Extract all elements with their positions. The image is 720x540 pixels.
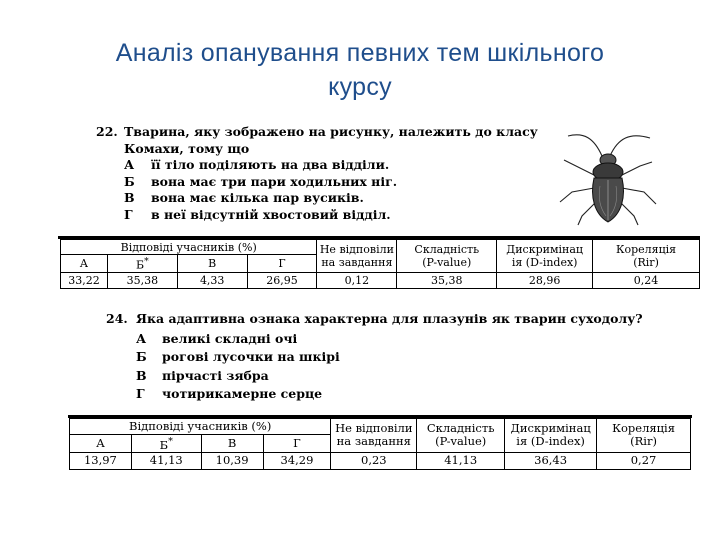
header-letter-correct [131, 435, 201, 453]
question-text-line-1: Яка адаптивна ознака характерна для плазунів як тварин суходолу? [136, 311, 643, 326]
header-difficulty-line-2: (P-value) [435, 434, 487, 449]
header-discrimination-line-1: Дискримінац [506, 242, 584, 256]
header-no-answer-line-1: Не відповіли [335, 421, 413, 436]
value-cell: 4,33 [177, 272, 247, 288]
header-letter: А [70, 435, 132, 453]
header-discrimination [497, 240, 593, 273]
header-letter: В [177, 255, 247, 273]
header-difficulty [417, 419, 505, 453]
header-discrimination-line-2: ія (D-index) [511, 255, 578, 269]
page-title-line-1: Аналіз опанування певних тем шкільного [115, 39, 605, 67]
value-cell: 35,38 [397, 272, 497, 288]
value-cell: 0,27 [597, 452, 691, 469]
option-text: чотирикамерне серце [162, 386, 323, 401]
table-group-header: Відповіді учасників (%) [70, 419, 331, 435]
header-correlation-line-1: Кореляція [612, 421, 675, 436]
value-cell: 33,22 [61, 272, 108, 288]
option-letter: Г [136, 386, 145, 401]
header-difficulty-line-1: Складність [414, 242, 480, 256]
option-text: рогові лусочки на шкірі [162, 349, 340, 364]
header-difficulty-line-1: Складність [426, 421, 495, 436]
value-cell: 10,39 [201, 452, 263, 469]
header-letter: Г [263, 435, 331, 453]
header-letter: Г [247, 255, 317, 273]
header-no-answer [317, 240, 397, 273]
value-cell: 26,95 [247, 272, 317, 288]
option-text: в неї відсутній хвостовий відділ. [151, 206, 391, 222]
correct-answer-mark: * [144, 256, 149, 267]
question-number: 24. [106, 311, 128, 326]
cockroach-illustration [554, 126, 664, 226]
table-row [70, 452, 691, 469]
stats-table-22 [60, 239, 700, 289]
page-title [0, 36, 720, 104]
header-difficulty-line-2: (P-value) [422, 255, 472, 269]
header-discrimination-line-1: Дискримінац [510, 421, 591, 436]
question-number: 22. [96, 124, 118, 139]
option-letter: Б [136, 349, 147, 364]
header-no-answer-line-2: на завдання [321, 255, 393, 269]
option-letter: Г [124, 206, 133, 222]
header-discrimination-line-2: ія (D-index) [516, 434, 585, 449]
header-difficulty [397, 240, 497, 273]
question-24 [106, 311, 646, 401]
header-no-answer-line-1: Не відповіли [319, 242, 394, 256]
page-title-line-2: курсу [328, 73, 392, 101]
option-text: її тіло поділяють на два відділи. [151, 157, 390, 172]
option-letter: В [136, 368, 147, 383]
option-letter: В [124, 190, 135, 205]
header-letter: В [201, 435, 263, 453]
value-cell: 0,23 [331, 452, 417, 469]
header-correlation-line-1: Кореляція [615, 242, 677, 256]
header-no-answer [331, 419, 417, 453]
header-discrimination [505, 419, 597, 453]
value-cell: 0,24 [593, 272, 700, 288]
value-cell: 0,12 [317, 272, 397, 288]
option-letter: Б [124, 173, 135, 189]
value-cell: 41,13 [131, 452, 201, 469]
option-text: вона має три пари ходильних ніг. [151, 173, 398, 189]
header-letter: А [61, 255, 108, 273]
correct-answer-mark: * [168, 436, 173, 447]
header-letter: Б [159, 437, 169, 452]
table-row [61, 272, 700, 288]
question-text-line-2: Комахи, тому що [124, 140, 250, 156]
value-cell: 41,13 [417, 452, 505, 469]
option-letter: А [136, 331, 147, 346]
value-cell: 35,38 [107, 272, 177, 288]
option-text: пірчасті зябра [162, 368, 269, 383]
question-22 [96, 124, 536, 234]
header-letter: Б [136, 258, 145, 272]
table-group-header: Відповіді учасників (%) [61, 240, 317, 255]
header-correlation [593, 240, 700, 273]
value-cell: 34,29 [263, 452, 331, 469]
value-cell: 36,43 [505, 452, 597, 469]
header-letter-correct [107, 255, 177, 273]
option-text: великі складні очі [162, 331, 298, 346]
header-correlation-line-2: (Rir) [630, 434, 657, 449]
value-cell: 28,96 [497, 272, 593, 288]
option-text: вона має кілька пар вусиків. [151, 190, 364, 205]
option-letter: А [124, 157, 135, 172]
value-cell: 13,97 [70, 452, 132, 469]
header-correlation [597, 419, 691, 453]
question-text-line-1: Тварина, яку зображено на рисунку, належить до класу [124, 124, 538, 139]
header-correlation-line-2: (Rir) [633, 255, 659, 269]
header-no-answer-line-2: на завдання [336, 434, 411, 449]
stats-table-24 [69, 418, 691, 470]
